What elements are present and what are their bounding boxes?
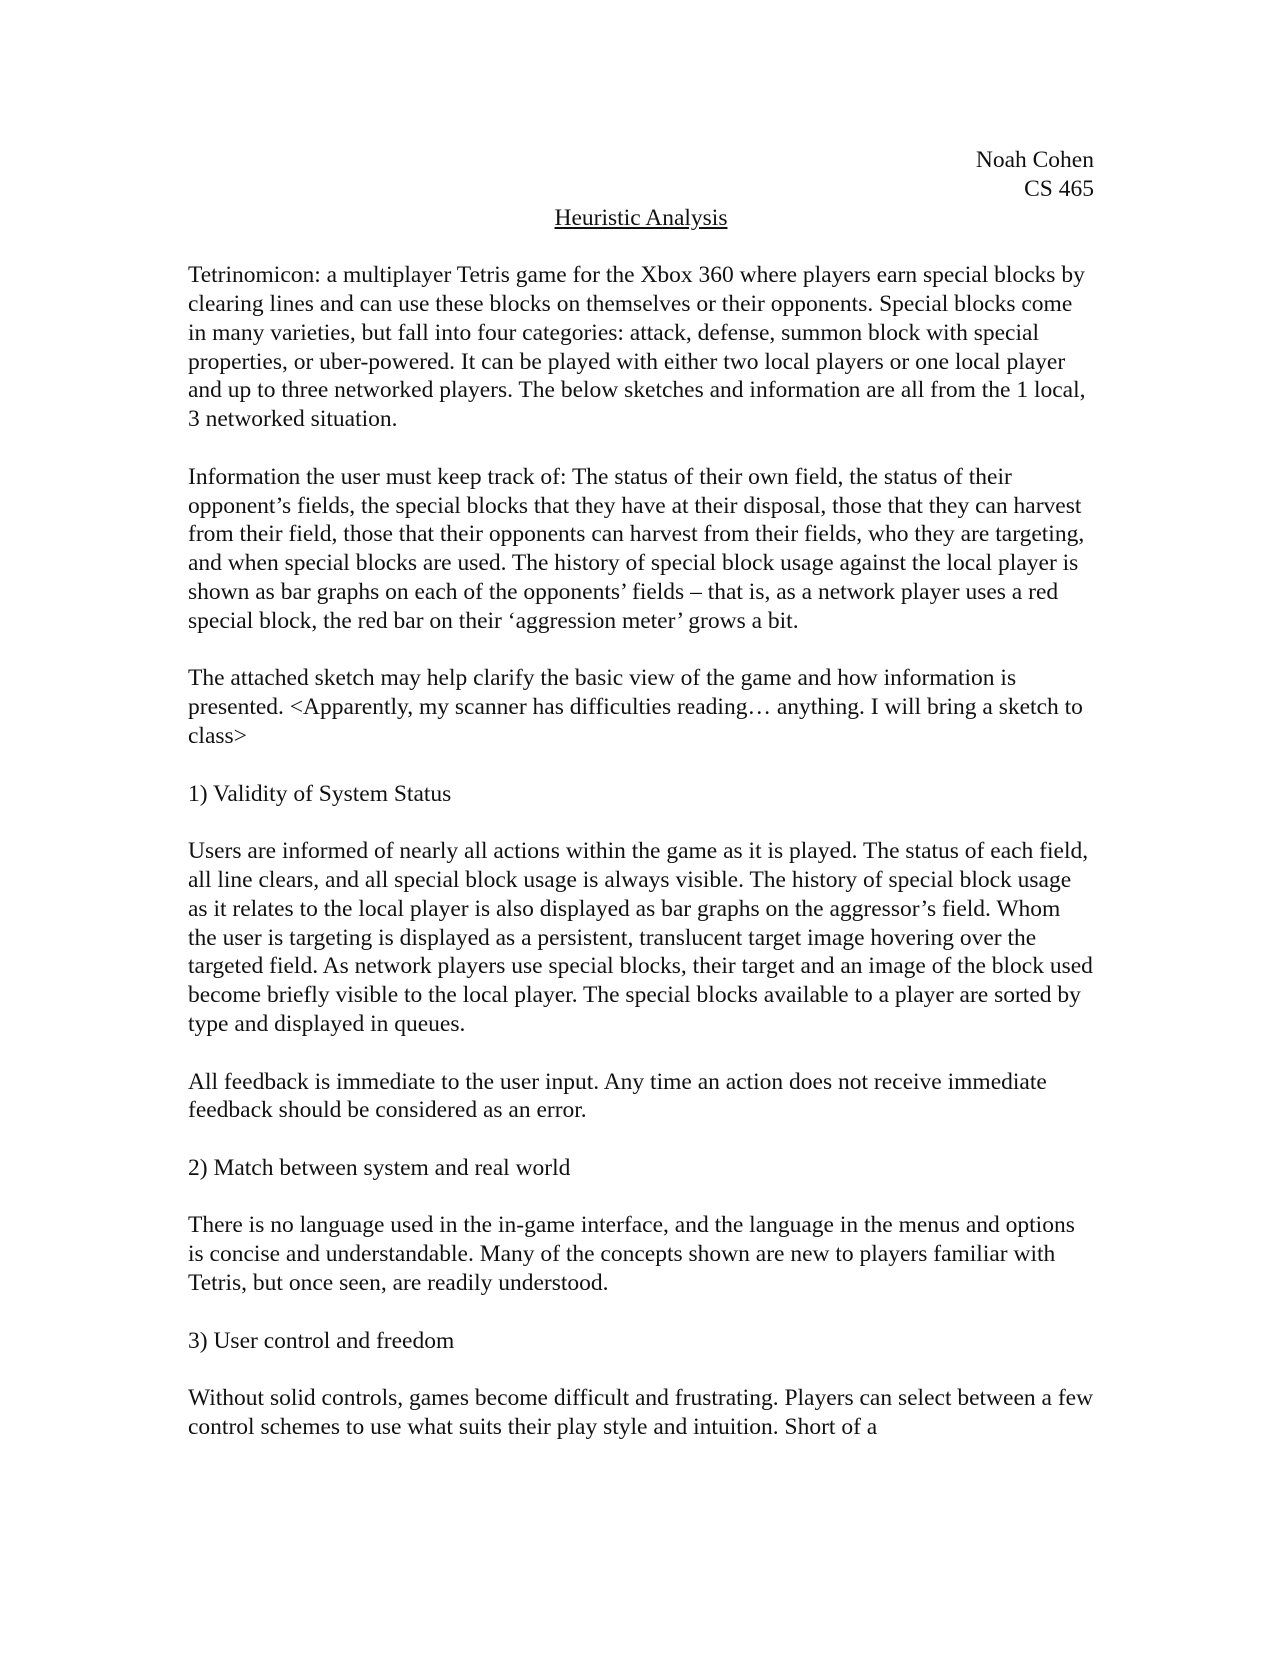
document-title: Heuristic Analysis (554, 204, 728, 231)
author-name: Noah Cohen (975, 147, 1094, 173)
sketch-paragraph: The attached sketch may help clarify the basic view of the game and how information is presented. <Apparently, my scanner has difficulties reading… anything. I will bring a sketch to class> (188, 665, 1083, 749)
section-heading-3: 3) User control and freedom (188, 1327, 455, 1354)
document-page (188, 146, 1094, 1471)
information-paragraph: Information the user must keep track of: The status of their own field, the status of their opponent’s fields, the special blocks that they have at their disposal, those that they can harvest from their field, those that their opponents can harvest from their fields, who they are targeting, and when special blocks are used. The history of special block usage against the local player is shown as bar graphs on each of the opponents’ fields – that is, as a network player uses a red special block, the red bar on their ‘aggression meter’ grows a bit. (188, 463, 1085, 634)
section-heading-1: 1) Validity of System Status (188, 780, 452, 807)
section-2-paragraph-1: There is no language used in the in-game interface, and the language in the menus and options is concise and understandable. Many of the concepts shown are new to players familiar with Tetris, but once seen, are readily understood. (188, 1212, 1075, 1297)
author-header (188, 146, 1094, 204)
intro-paragraph: Tetrinomicon: a multiplayer Tetris game for the Xbox 360 where players earn special blocks by clearing lines and can use these blocks on themselves or their opponents. Special blocks come in many varieties, but fall into four categories: attack, defense, summon block with special properties, or uber-powered. It can be played with either two local players or one local player and up to three networked players. The below sketches and information are all from the 1 local, 3 networked situation. (188, 262, 1086, 433)
section-1-paragraph-2: All feedback is immediate to the user input. Any time an action does not receive immediate feedback should be considered as an error. (188, 1068, 1047, 1124)
section-heading-2: 2) Match between system and real world (188, 1154, 571, 1181)
course-code: CS 465 (1024, 175, 1094, 202)
section-3-paragraph-1: Without solid controls, games become difficult and frustrating. Players can select between a few control schemes to use what suits their play style and intuition. Short of a (188, 1385, 1094, 1441)
section-1-paragraph-1: Users are informed of nearly all actions within the game as it is played. The status of each field, all line clears, and all special block usage is always visible. The history of special block usage as it relates to the local player is also displayed as bar graphs on the aggressor’s field. Whom the user is targeting is displayed as a persistent, translucent target image hovering over the targeted field. As network players use special blocks, their target and an image of the block used become briefly visible to the local player. The special blocks available to a player are sorted by type and displayed in queues. (188, 838, 1093, 1037)
